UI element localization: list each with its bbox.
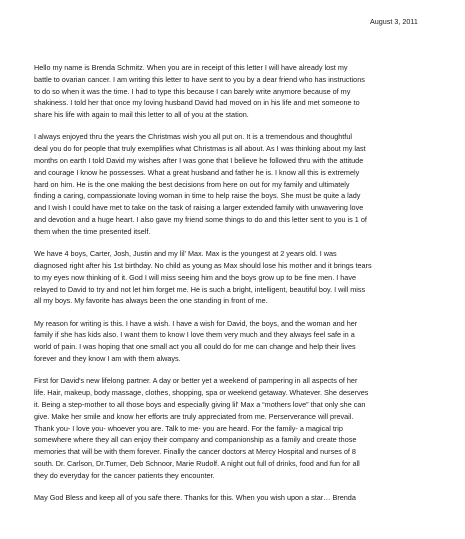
paragraph-line: diagnosed right after his 1st birthday. No child as young as Max should lose his mother and it brings tears <box>34 260 372 270</box>
paragraph-line: give. Make her smile and know her efforts are truly appreciated from me. Perserverance will prevail. <box>34 411 354 421</box>
paragraph-line: finding a caring, compassionate loving woman in time to help raise the boys. She must be quite a lady <box>34 191 361 201</box>
paragraph-line: family if she has kids also. I want them to know I love them very much and they always feel safe in a <box>34 330 355 340</box>
paragraph-line: My reason for writing is this. I have a wish. I have a wish for David, the boys, and the woman and her <box>34 318 358 328</box>
paragraph-line: Hello my name is Brenda Schmitz. When you are in receipt of this letter I will have already lost my <box>34 63 348 72</box>
paragraph-line: all my boys. My favorite has always been the one standing in front of me. <box>34 296 268 306</box>
paragraph-line: We have 4 boys, Carter, Josh, Justin and my lil' Max. Max is the youngest at 2 years old. I was <box>34 249 337 259</box>
letter-date: August 3, 2011 <box>370 17 418 26</box>
paragraph-line: relayed to David to try and not let him forget me. He is such a bright, intelligent, beautiful boy. I will miss <box>34 284 366 294</box>
paragraph-line: life. Hair, makeup, body massage, clothes, shopping, spa or weekend getaway. Whatever. She deserves <box>34 388 369 398</box>
paragraph-line: Thank you- I love you- whoever you are. Talk to me- you are heard. For the family- a magical trip <box>34 423 343 433</box>
letter-body <box>34 62 454 514</box>
paragraph-line: forever and they know I am with them always. <box>34 354 181 364</box>
paragraph-line: it. Being a step-mother to all those boys and especially giving lil' Max a “mothers love” that only she can <box>34 399 366 409</box>
paragraph-line: and courage I know he possesses. What a great husband and father he is. I know all this is extremely <box>34 167 360 177</box>
paragraph-line: to do so when it was the time. I had to type this because I can barely write anymore because of my <box>34 86 351 96</box>
paragraph-line: May God Bless and keep all of you safe there. Thanks for this. When you wish upon a star… Brenda <box>34 493 356 502</box>
paragraph-line: battle to ovarian cancer. I am writing this letter to have sent to you by a dear friend who has instructions <box>34 74 365 84</box>
paragraph-line: I always enjoyed thru the years the Christmas wish you all put on. It is a tremendous and thoughtful <box>34 132 352 142</box>
paragraph-line: First for David's new lifelong partner. A day or better yet a weekend of pampering in all aspects of her <box>34 376 358 386</box>
paragraph-line: share his life with again to mail this letter to all of you at the station. <box>34 110 249 120</box>
paragraph-line: and devotion and a huge heart. I also gave my friend some things to do and this letter sent to you is 1 of <box>34 215 367 225</box>
paragraph-line: somewhere where they all can enjoy their company and companionship as a family and create those <box>34 435 357 445</box>
paragraph-line: south. Dr. Carlson, Dr.Turner, Deb Schnoor, Marie Rudolf. A night out full of drinks, food and fun for all <box>34 458 360 468</box>
paragraph-boys <box>34 248 454 307</box>
paragraph-line: world of pain. I was hoping that one small act you all could do for me can change and help their lives <box>34 342 356 352</box>
paragraph-line: months on earth I told David my wishes after I was gone that I believe he followed thru with the attitude <box>34 156 364 166</box>
paragraph-closing <box>34 492 454 504</box>
paragraph-introduction <box>34 62 454 121</box>
paragraph-line: they do everyday for the cancer patients they encounter. <box>34 470 215 480</box>
paragraph-line: and I wish I could have met to take on the task of raising a larger extended family with unwavering love <box>34 203 364 213</box>
paragraph-line: shakiness. I told her that once my loving husband David had moved on in his life and met someone to <box>34 98 360 108</box>
paragraph-wishes <box>34 375 454 481</box>
paragraph-line: hard on him. He is the one making the best decisions from here on out for my family and ultimately <box>34 179 350 189</box>
paragraph-reason <box>34 318 454 365</box>
paragraph-line: to my eyes now thinking of it. God I will miss seeing him and the boys grow up to be fine men. I have <box>34 272 356 282</box>
paragraph-christmas-wish <box>34 131 454 237</box>
paragraph-line: memories that will be with them forever. Finally the cancer doctors at Mercy Hospital and nurses of 8 <box>34 447 356 457</box>
paragraph-line: deal you do for people that truly exemplifies what Christmas is all about. As I was thinking about my last <box>34 144 366 154</box>
paragraph-line: them when the time presented itself. <box>34 226 151 236</box>
